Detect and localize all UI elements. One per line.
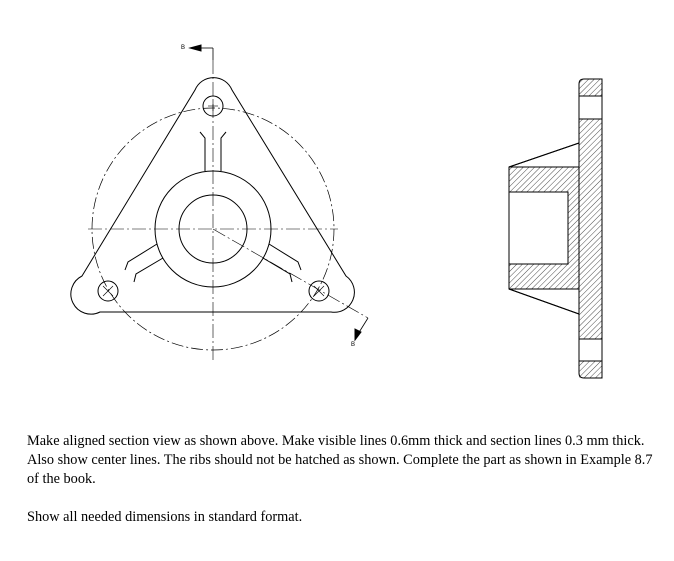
section-hole-bottom [579, 339, 602, 361]
center-lines [88, 60, 368, 360]
section-view [509, 79, 602, 378]
instruction-paragraph-2: Show all needed dimensions in standard format. [27, 509, 303, 525]
section-hole-top [579, 96, 602, 119]
instruction-paragraph-1: Make aligned section view as shown above. Make visible lines 0.6mm thick and section lines 0.3 mm thick. Also show center lines. The ribs should not be hatched as shown. Complete the part as shown in Example 8.7 of the book. [27, 433, 653, 487]
section-bore [509, 192, 568, 264]
section-label-top: B [181, 45, 186, 51]
section-label-bottom: B [351, 342, 356, 348]
rib-left [125, 244, 163, 282]
instructions [27, 432, 657, 527]
front-view [71, 78, 355, 350]
flange-outline [71, 78, 355, 315]
cutting-plane-arrows [190, 45, 368, 340]
